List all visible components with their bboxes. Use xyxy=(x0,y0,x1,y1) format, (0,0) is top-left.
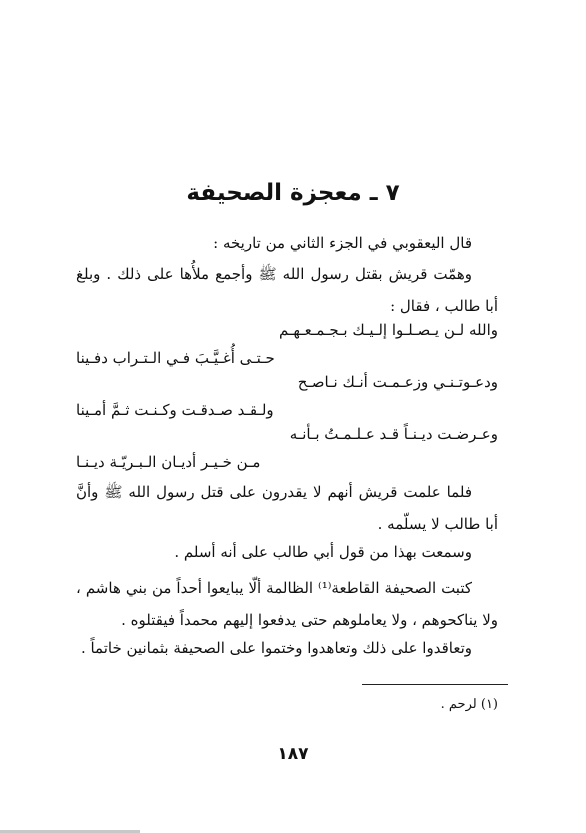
paragraph-sahifa: كتبت الصحيفة القاطعة⁽¹⁾ الظالمة ألّا يبايعوا أحداً من بني هاشم ، ولا يناكحوهم ، ولا يعاملوهم حتى يدفعوا إليهم محمداً فيقتلوه . xyxy=(76,579,498,629)
verse-3-first-hemistich: وعـرضـت ديـنـاً قـد عـلـمـتُ بـأنـه xyxy=(289,425,498,443)
verse-3 xyxy=(76,420,498,476)
footnote-divider xyxy=(362,684,508,685)
paragraph-seals: وتعاقدوا على ذلك وتعاهدوا وختموا على الصحيفة بثمانين خاتماً . xyxy=(80,639,472,657)
verse-2-second-hemistich: ولـقـد صـدقـت وكـنـت ثـمَّ أمـينا xyxy=(76,401,274,419)
paragraph-quraysh-failed: فلما علمت قريش أنهم لا يقدرون على قتل رسول الله ﷺ وأنَّ أبا طالب لا يسلّمه . xyxy=(76,483,498,533)
verse-2-first-hemistich: ودعـوتـنـي وزعـمـت أنـك نـاصـح xyxy=(297,373,498,391)
verse-1-first-hemistich: والله لـن يـصـلـوا إلـيـك بـجـمـعـهـم xyxy=(278,321,498,339)
verse-3-second-hemistich: مـن خـيـر أديـان الـبـريّـة ديـنـا xyxy=(76,453,261,471)
verse-2 xyxy=(76,368,498,424)
footnote: (١) لرحم . xyxy=(440,697,498,712)
page-number: ١٨٧ xyxy=(277,744,309,764)
chapter-title: ٧ ـ معجزة الصحيفة xyxy=(186,180,400,206)
verse-1 xyxy=(76,316,498,372)
paragraph-quraysh-plot: وهمّت قريش بقتل رسول الله ﷺ وأجمع ملأُها على ذلك . وبلغ أبا طالب ، فقال : xyxy=(76,265,498,315)
paragraph-heard: وسمعت بهذا من قول أبي طالب على أنه أسلم . xyxy=(174,543,472,561)
verse-1-second-hemistich: حـتـى أُغـيَّـبَ فـي الـتـراب دفـينا xyxy=(76,349,275,367)
paragraph-intro: قال اليعقوبي في الجزء الثاني من تاريخه : xyxy=(213,234,472,252)
